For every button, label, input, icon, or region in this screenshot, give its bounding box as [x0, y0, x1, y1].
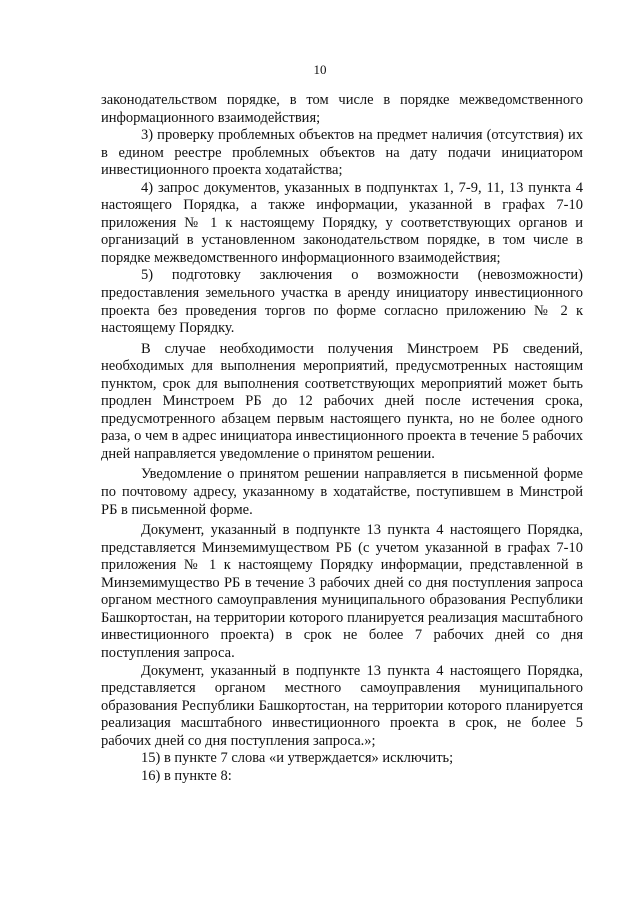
- paragraph-item-3: 3) проверку проблемных объектов на предмет наличия (отсутствия) их в едином реестре проблемных объектов на дату подачи инициатором инвестиционного проекта ходатайства;: [101, 127, 583, 179]
- paragraph-extension: В случае необходимости получения Минстроем РБ сведений, необходимых для выполнения мероприятий, предусмотренных настоящим пунктом, срок для выполнения соответствующих мероприятий может быть продлен Минстроем РБ до 12 рабочих дней после истечения срока, предусмотренного абзацем первым настоящего пункта, но не более одного раза, о чем в адрес инициатора инвестиционного проекта в течение 5 рабочих дней направляется уведомление о принятом решении.: [101, 340, 583, 462]
- paragraph-item-15: 15) в пункте 7 слова «и утверждается» исключить;: [141, 750, 454, 767]
- paragraph-item-4: 4) запрос документов, указанных в подпунктах 1, 7-9, 11, 13 пункта 4 настоящего Порядка, а также информации, указанной в графах 7-10 приложения № 1 к настоящему Порядку, у соответствующих органов и организаций в установленном законодательством порядке, в том числе в порядке межведомственного информационного взаимодействия;: [101, 179, 583, 266]
- document-body: [101, 92, 583, 785]
- paragraph-item-16: 16) в пункте 8:: [141, 767, 232, 784]
- paragraph-item-5: 5) подготовку заключения о возможности (невозможности) предоставления земельного участка в аренду инициатору инвестиционного проекта без проведения торгов по форме согласно приложению № 2 к настоящему Порядку.: [101, 267, 583, 337]
- paragraph-document-local: Документ, указанный в подпункте 13 пункта 4 настоящего Порядка, представляется органом местного самоуправления муниципального образования Республики Башкортостан, на территории которого планируется реализация масштабного инвестиционного проекта в срок, не более 5 рабочих дней со дня поступления запроса.»;: [101, 662, 583, 749]
- paragraph-continuation: законодательством порядке, в том числе в порядке межведомственного информационного взаимодействия;: [101, 92, 583, 126]
- paragraph-document-minzem: Документ, указанный в подпункте 13 пункта 4 настоящего Порядка, представляется Минземимуществом РБ (с учетом указанной в графах 7-10 приложения № 1 к настоящему Порядку информации, представленной в Минземимущество РБ в течение 3 рабочих дней со дня поступления запроса органом местного самоуправления муниципального образования Республики Башкортостан, на территории которого планируется реализация масштабного инвестиционного проекта) в срок не более 7 рабочих дней со дня поступления запроса.: [101, 522, 583, 661]
- paragraph-notification: Уведомление о принятом решении направляется в письменной форме по почтовому адресу, указанному в ходатайстве, поступившем в Минстрой РБ в письменной форме.: [101, 466, 583, 518]
- page-number: 10: [313, 62, 327, 77]
